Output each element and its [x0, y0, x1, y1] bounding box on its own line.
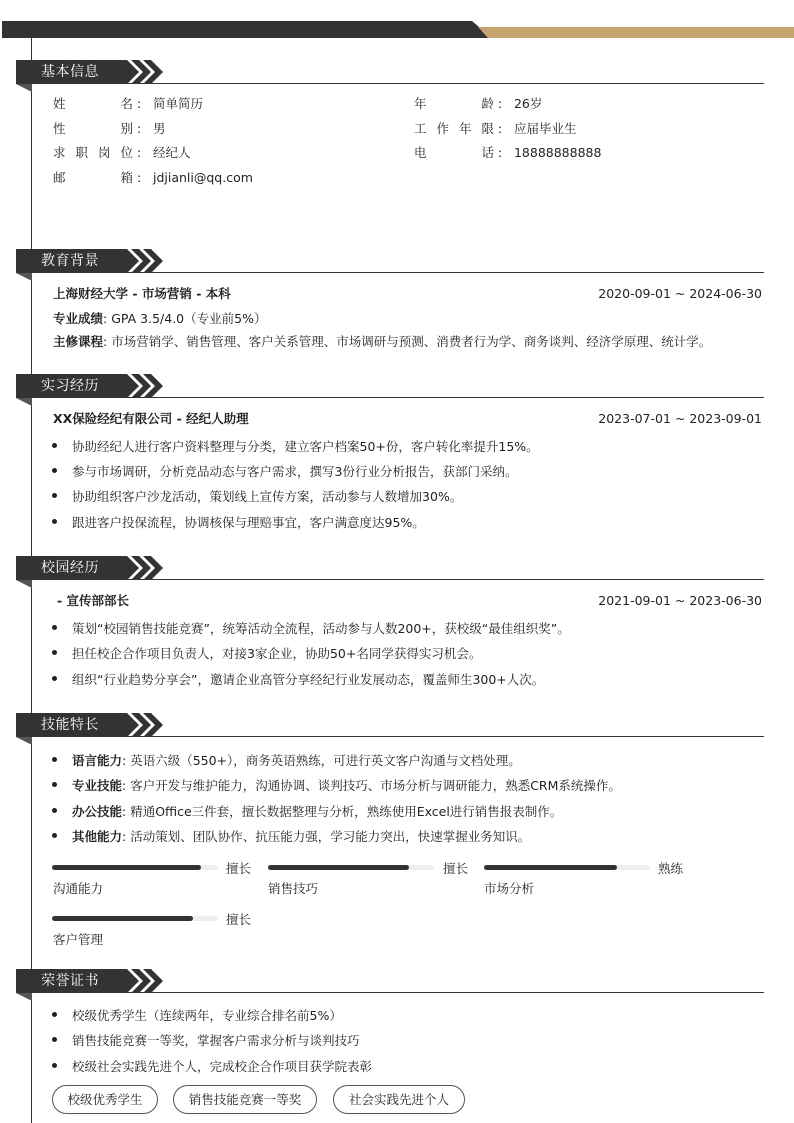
skill-bar-fill [484, 865, 617, 870]
list-item-text: 校级优秀学生（连续两年，专业综合排名前5%） [72, 1008, 342, 1023]
list-item-text: 策划“校园销售技能竞赛”，统筹活动全流程，活动参与人数200+，获校级“最佳组织奖”。 [72, 621, 570, 636]
list-item [53, 827, 530, 845]
info-label: 性别 [53, 121, 133, 136]
list-item-text: 校级社会实践先进个人，完成校企合作项目获学院表彰 [72, 1059, 373, 1074]
list-item [53, 462, 517, 480]
section-title: 基本信息 [16, 60, 114, 84]
campus-dates: 2021-09-01 ~ 2023-06-30 [598, 593, 762, 608]
skill-bar [268, 865, 434, 870]
skill-text: : 精通Office三件套，擅长数据整理与分析，熟练使用Excel进行销售报表制作。 [122, 804, 563, 819]
honor-tag: 校级优秀学生 [52, 1085, 158, 1114]
section-rule [114, 992, 764, 993]
section-header-basic [16, 55, 764, 85]
list-item-text: 参与市场调研，分析竞品动态与客户需求，撰写3份行业分析报告，获部门采纳。 [72, 464, 518, 479]
skill-name: 销售技巧 [268, 881, 319, 896]
list-item [53, 619, 570, 637]
skill-bar [52, 865, 218, 870]
info-value: 简单简历 [152, 96, 203, 111]
section-header-honors [16, 964, 764, 994]
colon: : [136, 170, 142, 185]
gpa-value: : GPA 3.5/4.0（专业前5%） [103, 311, 267, 326]
skill-text: : 客户开发与维护能力，沟通协调、谈判技巧、市场分析与调研能力，熟悉CRM系统操作。 [122, 778, 621, 793]
colon: : [497, 145, 503, 160]
skill-text: : 英语六级（550+），商务英语熟练，可进行英文客户沟通与文档处理。 [122, 753, 521, 768]
section-header-internship [16, 369, 764, 399]
skill-name: 市场分析 [484, 881, 535, 896]
stripes-icon [113, 713, 173, 737]
skill-name: 沟通能力 [53, 881, 104, 896]
skill-bar [52, 916, 218, 921]
list-item [53, 644, 481, 662]
list-item [53, 776, 621, 794]
skill-level: 擅长 [226, 912, 252, 927]
section-header-skills [16, 708, 764, 738]
honor-tag: 社会实践先进个人 [333, 1085, 465, 1114]
stripes-icon [113, 249, 173, 273]
gpa-label: 专业成绩 [53, 311, 104, 326]
stripes-icon [113, 60, 173, 84]
skill-level: 擅长 [443, 861, 469, 876]
info-gender [53, 121, 165, 137]
info-name [53, 96, 203, 112]
info-label: 求职岗位 [53, 145, 133, 160]
info-age [414, 96, 542, 112]
top-dark-bar [2, 21, 492, 38]
courses-label: 主修课程 [53, 334, 104, 349]
list-item [53, 1057, 372, 1075]
info-label: 电话 [414, 145, 494, 160]
skill-bar [484, 865, 650, 870]
list-item-text: 组织“行业趋势分享会”，邀请企业高管分享经纪行业发展动态，覆盖师生300+人次。 [72, 672, 545, 687]
internship-dates: 2023-07-01 ~ 2023-09-01 [598, 411, 762, 426]
section-title: 技能特长 [16, 713, 114, 737]
list-item-text: 协助组织客户沙龙活动，策划线上宣传方案，活动参与人数增加30%。 [72, 489, 463, 504]
skill-bar-fill [268, 865, 409, 870]
info-label: 工作年限 [414, 121, 494, 136]
skill-text: : 活动策划、团队协作、抗压能力强，学习能力突出，快速掌握业务知识。 [122, 829, 531, 844]
section-title: 荣誉证书 [16, 969, 114, 993]
internship-heading: XX保险经纪有限公司 - 经纪人助理 [53, 411, 249, 426]
section-rule [114, 397, 764, 398]
section-rule [114, 272, 764, 273]
list-item-text: 跟进客户投保流程，协调核保与理赔事宜，客户满意度达95%。 [72, 515, 425, 530]
skill-bar-fill [52, 865, 201, 870]
colon: : [136, 145, 142, 160]
skill-level: 擅长 [226, 861, 252, 876]
education-heading: 上海财经大学 - 市场营销 - 本科 [53, 286, 231, 301]
section-title: 校园经历 [16, 556, 114, 580]
list-item [53, 487, 462, 505]
section-header-campus [16, 551, 764, 581]
section-title: 实习经历 [16, 374, 114, 398]
list-item-text: 协助经纪人进行客户资料整理与分类，建立客户档案50+份，客户转化率提升15%。 [72, 439, 539, 454]
info-value: 男 [152, 121, 166, 136]
info-value: 18888888888 [513, 145, 602, 160]
section-rule [114, 83, 764, 84]
info-value: 26岁 [513, 96, 543, 111]
list-item [53, 802, 562, 820]
skill-level: 熟练 [658, 861, 684, 876]
info-label: 年龄 [414, 96, 494, 111]
education-gpa [53, 311, 266, 327]
info-value: jdjianli@qq.com [152, 170, 253, 185]
info-years [414, 121, 576, 137]
list-item [53, 1031, 360, 1049]
section-rule [114, 736, 764, 737]
info-value: 经纪人 [152, 145, 191, 160]
list-item [53, 437, 539, 455]
stripes-icon [113, 556, 173, 580]
list-item [53, 751, 521, 769]
info-phone [414, 145, 601, 161]
list-item-text: 担任校企合作项目负责人，对接3家企业，协助50+名同学获得实习机会。 [72, 646, 482, 661]
skill-label: 办公技能 [72, 804, 123, 819]
info-job [53, 145, 190, 161]
info-label: 姓名 [53, 96, 133, 111]
top-gold-bar [478, 27, 794, 38]
colon: : [497, 121, 503, 136]
section-header-education [16, 244, 764, 274]
info-email [53, 170, 253, 186]
skill-label: 语言能力 [72, 753, 123, 768]
stripes-icon [113, 374, 173, 398]
education-dates: 2020-09-01 ~ 2024-06-30 [598, 286, 762, 301]
education-courses [53, 334, 711, 350]
skill-name: 客户管理 [53, 932, 104, 947]
list-item [53, 670, 544, 688]
section-title: 教育背景 [16, 249, 114, 273]
courses-value: : 市场营销学、销售管理、客户关系管理、市场调研与预测、消费者行为学、商务谈判、经济学原理、统计学。 [103, 334, 712, 349]
skill-label: 专业技能 [72, 778, 123, 793]
stripes-icon [113, 969, 173, 993]
list-item [53, 1006, 342, 1024]
skill-bar-fill [52, 916, 193, 921]
colon: : [497, 96, 503, 111]
skill-label: 其他能力 [72, 829, 123, 844]
section-rule [114, 579, 764, 580]
list-item-text: 销售技能竞赛一等奖，掌握客户需求分析与谈判技巧 [72, 1033, 360, 1048]
info-value: 应届毕业生 [513, 121, 577, 136]
colon: : [136, 96, 142, 111]
honor-tag: 销售技能竞赛一等奖 [173, 1085, 317, 1114]
list-item [53, 513, 425, 531]
info-label: 邮箱 [53, 170, 133, 185]
colon: : [136, 121, 142, 136]
campus-heading: - 宣传部部长 [57, 593, 130, 608]
